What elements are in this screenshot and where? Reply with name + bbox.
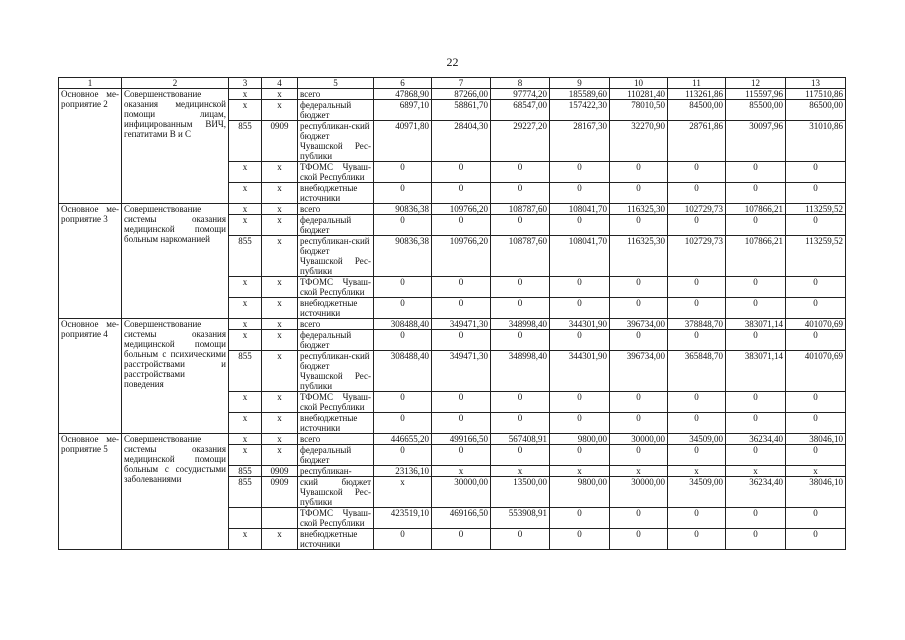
amount-cell: 0 <box>668 445 726 466</box>
amount-cell: 90836,38 <box>374 236 432 277</box>
section-code-cell: 0909 <box>262 477 298 508</box>
amount-cell: 0 <box>610 277 668 298</box>
amount-cell: 0 <box>726 508 786 529</box>
amount-cell: 0 <box>550 508 610 529</box>
section-code-cell: x <box>262 277 298 298</box>
funding-source-cell: ТФОМС Чуваш-ской Республики <box>298 508 374 529</box>
section-code-cell: x <box>262 529 298 550</box>
amount-cell: 0 <box>374 298 432 319</box>
amount-cell: 0 <box>550 215 610 236</box>
amount-cell: 308488,40 <box>374 351 432 392</box>
funding-source-cell: внебюджетные источники <box>298 298 374 319</box>
amount-cell: 30000,00 <box>432 477 491 508</box>
amount-cell: 0 <box>610 392 668 413</box>
amount-cell: 97774,20 <box>491 89 550 100</box>
grbs-code-cell: 855 <box>229 236 262 277</box>
amount-cell: 0 <box>610 162 668 183</box>
amount-cell: 9800,00 <box>550 434 610 445</box>
section-code-cell: x <box>262 183 298 204</box>
section-code-cell: x <box>262 204 298 215</box>
funding-source-cell: республикан-ский бюджет Чувашской Рес-публики <box>298 121 374 162</box>
amount-cell: 185589,60 <box>550 89 610 100</box>
amount-cell: 0 <box>550 445 610 466</box>
amount-cell: 0 <box>668 529 726 550</box>
section-code-cell: x <box>262 162 298 183</box>
amount-cell: 401070,69 <box>786 319 846 330</box>
event-cell: Основное ме-роприятие 5 <box>59 434 122 550</box>
column-header: 5 <box>298 78 374 89</box>
grbs-code-cell: x <box>229 89 262 100</box>
amount-cell: 30000,00 <box>610 477 668 508</box>
amount-cell: 0 <box>610 298 668 319</box>
amount-cell: 108787,60 <box>491 204 550 215</box>
amount-cell: 36234,40 <box>726 434 786 445</box>
amount-cell: 0 <box>550 330 610 351</box>
funding-source-cell: республикан-ский бюджет Чувашской Рес-публики <box>298 236 374 277</box>
column-header: 8 <box>491 78 550 89</box>
amount-cell: 348998,40 <box>491 351 550 392</box>
amount-cell: 0 <box>374 445 432 466</box>
amount-cell: 365848,70 <box>668 351 726 392</box>
amount-cell: 0 <box>610 330 668 351</box>
grbs-code-cell: x <box>229 215 262 236</box>
grbs-code-cell: x <box>229 277 262 298</box>
amount-cell: 116325,30 <box>610 204 668 215</box>
amount-cell: 0 <box>668 183 726 204</box>
funding-source-cell: ТФОМС Чуваш-ской Республики <box>298 277 374 298</box>
grbs-code-cell: 855 <box>229 477 262 508</box>
amount-cell: 0 <box>668 162 726 183</box>
grbs-code-cell: x <box>229 529 262 550</box>
funding-source-cell: всего <box>298 89 374 100</box>
amount-cell: 29227,20 <box>491 121 550 162</box>
amount-cell: 0 <box>491 529 550 550</box>
amount-cell: 0 <box>550 183 610 204</box>
amount-cell: 0 <box>491 162 550 183</box>
amount-cell: 0 <box>491 330 550 351</box>
amount-cell: 383071,14 <box>726 319 786 330</box>
amount-cell: 0 <box>668 277 726 298</box>
amount-cell: 0 <box>610 445 668 466</box>
grbs-code-cell: x <box>229 298 262 319</box>
amount-cell: 344301,90 <box>550 319 610 330</box>
amount-cell: 378848,70 <box>668 319 726 330</box>
amount-cell: 109766,20 <box>432 236 491 277</box>
amount-cell: 0 <box>491 277 550 298</box>
amount-cell: 0 <box>432 392 491 413</box>
amount-cell: 469166,50 <box>432 508 491 529</box>
grbs-code-cell: x <box>229 434 262 445</box>
amount-cell: 423519,10 <box>374 508 432 529</box>
amount-cell: 0 <box>668 330 726 351</box>
event-name-cell: Совершенствование оказания медицинской помощи лицам, инфицированным ВИЧ, гепатитами В и С <box>122 89 229 204</box>
section-code-cell <box>262 508 298 529</box>
amount-cell: 78010,50 <box>610 100 668 121</box>
amount-cell: 0 <box>374 413 432 434</box>
amount-cell: 0 <box>610 215 668 236</box>
column-header: 7 <box>432 78 491 89</box>
amount-cell: 116325,30 <box>610 236 668 277</box>
amount-cell: 0 <box>786 392 846 413</box>
event-name-cell: Совершенствование системы оказания медицинской помощи больным с психическими расстройствами и расстройствами поведения <box>122 319 229 434</box>
column-header: 1 <box>59 78 122 89</box>
amount-cell: 0 <box>550 392 610 413</box>
amount-cell: 108041,70 <box>550 204 610 215</box>
amount-cell: 0 <box>786 215 846 236</box>
grbs-code-cell: x <box>229 100 262 121</box>
header-row <box>59 78 846 89</box>
amount-cell: 117510,86 <box>786 89 846 100</box>
amount-cell: 0 <box>432 277 491 298</box>
amount-cell: 28404,30 <box>432 121 491 162</box>
amount-cell: x <box>668 466 726 477</box>
funding-source-cell: внебюджетные источники <box>298 183 374 204</box>
event-name-cell: Совершенствование системы оказания медицинской помощи больным наркоманией <box>122 204 229 319</box>
amount-cell: 0 <box>550 413 610 434</box>
amount-cell: 0 <box>786 413 846 434</box>
event-cell: Основное ме-роприятие 4 <box>59 319 122 434</box>
table-row <box>59 319 846 330</box>
section-code-cell: x <box>262 413 298 434</box>
section-code-cell: x <box>262 392 298 413</box>
amount-cell: 0 <box>726 298 786 319</box>
funding-source-cell: внебюджетные источники <box>298 413 374 434</box>
amount-cell: 13500,00 <box>491 477 550 508</box>
amount-cell: 113259,52 <box>786 236 846 277</box>
event-cell: Основное ме-роприятие 3 <box>59 204 122 319</box>
grbs-code-cell: x <box>229 319 262 330</box>
amount-cell: 28167,30 <box>550 121 610 162</box>
amount-cell: 47868,90 <box>374 89 432 100</box>
amount-cell: 0 <box>726 183 786 204</box>
column-header: 3 <box>229 78 262 89</box>
amount-cell: 0 <box>374 529 432 550</box>
funding-source-cell: всего <box>298 204 374 215</box>
amount-cell: 0 <box>491 392 550 413</box>
funding-source-cell: ТФОМС Чуваш-ской Республики <box>298 392 374 413</box>
amount-cell: 0 <box>668 413 726 434</box>
column-header: 9 <box>550 78 610 89</box>
amount-cell: 0 <box>432 529 491 550</box>
section-code-cell: x <box>262 445 298 466</box>
amount-cell: x <box>432 466 491 477</box>
amount-cell: 0 <box>726 392 786 413</box>
amount-cell: 40971,80 <box>374 121 432 162</box>
amount-cell: 0 <box>668 215 726 236</box>
amount-cell: 115597,96 <box>726 89 786 100</box>
grbs-code-cell: 855 <box>229 351 262 392</box>
amount-cell: 0 <box>432 330 491 351</box>
event-name-cell: Совершенствование системы оказания медицинской помощи больным с сосудистыми заболеваниями <box>122 434 229 550</box>
table-row <box>59 434 846 445</box>
grbs-code-cell: x <box>229 445 262 466</box>
amount-cell: 0 <box>550 529 610 550</box>
amount-cell: 0 <box>610 413 668 434</box>
amount-cell: 0 <box>786 330 846 351</box>
grbs-code-cell: x <box>229 392 262 413</box>
section-code-cell: x <box>262 100 298 121</box>
amount-cell: 446655,20 <box>374 434 432 445</box>
amount-cell: 9800,00 <box>550 477 610 508</box>
column-header: 2 <box>122 78 229 89</box>
amount-cell: 396734,00 <box>610 351 668 392</box>
amount-cell: 0 <box>668 508 726 529</box>
amount-cell: 0 <box>432 162 491 183</box>
funding-source-cell: федеральный бюджет <box>298 445 374 466</box>
funding-source-cell: республикан- <box>298 466 374 477</box>
amount-cell: 0 <box>432 445 491 466</box>
section-code-cell: x <box>262 89 298 100</box>
grbs-code-cell: x <box>229 162 262 183</box>
amount-cell: 23136,10 <box>374 466 432 477</box>
amount-cell: 0 <box>726 413 786 434</box>
grbs-code-cell: x <box>229 183 262 204</box>
amount-cell: 0 <box>374 162 432 183</box>
funding-source-cell: федеральный бюджет <box>298 330 374 351</box>
amount-cell: 0 <box>726 215 786 236</box>
amount-cell: 28761,86 <box>668 121 726 162</box>
amount-cell: 102729,73 <box>668 204 726 215</box>
amount-cell: 38046,10 <box>786 477 846 508</box>
funding-source-cell: всего <box>298 319 374 330</box>
amount-cell: 84500,00 <box>668 100 726 121</box>
amount-cell: 0 <box>491 215 550 236</box>
amount-cell: 108041,70 <box>550 236 610 277</box>
section-code-cell: x <box>262 351 298 392</box>
amount-cell: 31010,86 <box>786 121 846 162</box>
amount-cell: 0 <box>786 529 846 550</box>
funding-source-cell: федеральный бюджет <box>298 215 374 236</box>
funding-source-cell: ТФОМС Чуваш-ской Республики <box>298 162 374 183</box>
amount-cell: 34509,00 <box>668 477 726 508</box>
amount-cell: 0 <box>786 162 846 183</box>
amount-cell: 499166,50 <box>432 434 491 445</box>
amount-cell: 396734,00 <box>610 319 668 330</box>
amount-cell: 0 <box>491 445 550 466</box>
amount-cell: 107866,21 <box>726 204 786 215</box>
amount-cell: 0 <box>550 162 610 183</box>
amount-cell: 0 <box>432 413 491 434</box>
column-header: 10 <box>610 78 668 89</box>
funding-source-cell: федеральный бюджет <box>298 100 374 121</box>
amount-cell: x <box>550 466 610 477</box>
column-header: 12 <box>726 78 786 89</box>
amount-cell: 90836,38 <box>374 204 432 215</box>
grbs-code-cell: x <box>229 204 262 215</box>
column-header: 4 <box>262 78 298 89</box>
grbs-code-cell <box>229 508 262 529</box>
section-code-cell: 0909 <box>262 121 298 162</box>
amount-cell: 0 <box>491 413 550 434</box>
amount-cell: 0 <box>786 277 846 298</box>
amount-cell: 109766,20 <box>432 204 491 215</box>
amount-cell: 553908,91 <box>491 508 550 529</box>
amount-cell: 349471,30 <box>432 319 491 330</box>
amount-cell: 0 <box>786 298 846 319</box>
amount-cell: x <box>374 477 432 508</box>
section-code-cell: x <box>262 298 298 319</box>
amount-cell: 0 <box>432 215 491 236</box>
amount-cell: 157422,30 <box>550 100 610 121</box>
amount-cell: 0 <box>374 183 432 204</box>
amount-cell: 34509,00 <box>668 434 726 445</box>
amount-cell: 349471,30 <box>432 351 491 392</box>
column-header: 11 <box>668 78 726 89</box>
amount-cell: 348998,40 <box>491 319 550 330</box>
amount-cell: x <box>786 466 846 477</box>
amount-cell: 58861,70 <box>432 100 491 121</box>
amount-cell: 0 <box>374 277 432 298</box>
grbs-code-cell: 855 <box>229 466 262 477</box>
section-code-cell: x <box>262 319 298 330</box>
amount-cell: 0 <box>432 298 491 319</box>
grbs-code-cell: 855 <box>229 121 262 162</box>
amount-cell: 30000,00 <box>610 434 668 445</box>
funding-source-cell: внебюджетные источники <box>298 529 374 550</box>
amount-cell: 107866,21 <box>726 236 786 277</box>
amount-cell: 0 <box>786 183 846 204</box>
amount-cell: 0 <box>610 183 668 204</box>
amount-cell: 113261,86 <box>668 89 726 100</box>
amount-cell: 0 <box>374 392 432 413</box>
funding-source-cell: ский бюджет Чувашской Рес-публики <box>298 477 374 508</box>
section-code-cell: 0909 <box>262 466 298 477</box>
amount-cell: 0 <box>610 508 668 529</box>
page-number: 22 <box>446 55 459 69</box>
amount-cell: 0 <box>550 298 610 319</box>
amount-cell: 308488,40 <box>374 319 432 330</box>
amount-cell: 68547,00 <box>491 100 550 121</box>
amount-cell: 0 <box>726 277 786 298</box>
amount-cell: 567408,91 <box>491 434 550 445</box>
budget-table <box>58 77 846 550</box>
table-row <box>59 89 846 100</box>
table-row <box>59 204 846 215</box>
amount-cell: 401070,69 <box>786 351 846 392</box>
column-header: 13 <box>786 78 846 89</box>
amount-cell: 383071,14 <box>726 351 786 392</box>
amount-cell: 0 <box>726 330 786 351</box>
section-code-cell: x <box>262 330 298 351</box>
amount-cell: 87266,00 <box>432 89 491 100</box>
amount-cell: x <box>491 466 550 477</box>
amount-cell: x <box>726 466 786 477</box>
amount-cell: 6897,10 <box>374 100 432 121</box>
amount-cell: 30097,96 <box>726 121 786 162</box>
amount-cell: 0 <box>726 529 786 550</box>
column-header: 6 <box>374 78 432 89</box>
amount-cell: 0 <box>726 445 786 466</box>
amount-cell: 86500,00 <box>786 100 846 121</box>
amount-cell: 0 <box>668 392 726 413</box>
amount-cell: 344301,90 <box>550 351 610 392</box>
amount-cell: 36234,40 <box>726 477 786 508</box>
amount-cell: 38046,10 <box>786 434 846 445</box>
amount-cell: 0 <box>786 445 846 466</box>
amount-cell: 0 <box>668 298 726 319</box>
amount-cell: 113259,52 <box>786 204 846 215</box>
amount-cell: 102729,73 <box>668 236 726 277</box>
section-code-cell: x <box>262 236 298 277</box>
amount-cell: 0 <box>432 183 491 204</box>
section-code-cell: x <box>262 215 298 236</box>
funding-source-cell: республикан-ский бюджет Чувашской Рес-публики <box>298 351 374 392</box>
amount-cell: 108787,60 <box>491 236 550 277</box>
funding-source-cell: всего <box>298 434 374 445</box>
amount-cell: 0 <box>374 215 432 236</box>
amount-cell: 0 <box>491 298 550 319</box>
amount-cell: 0 <box>550 277 610 298</box>
amount-cell: 0 <box>726 162 786 183</box>
grbs-code-cell: x <box>229 330 262 351</box>
amount-cell: 0 <box>374 330 432 351</box>
section-code-cell: x <box>262 434 298 445</box>
amount-cell: 85500,00 <box>726 100 786 121</box>
amount-cell: 0 <box>491 183 550 204</box>
grbs-code-cell: x <box>229 413 262 434</box>
amount-cell: 110281,40 <box>610 89 668 100</box>
amount-cell: 32270,90 <box>610 121 668 162</box>
amount-cell: 0 <box>786 508 846 529</box>
amount-cell: 0 <box>610 529 668 550</box>
amount-cell: x <box>610 466 668 477</box>
event-cell: Основное ме-роприятие 2 <box>59 89 122 204</box>
